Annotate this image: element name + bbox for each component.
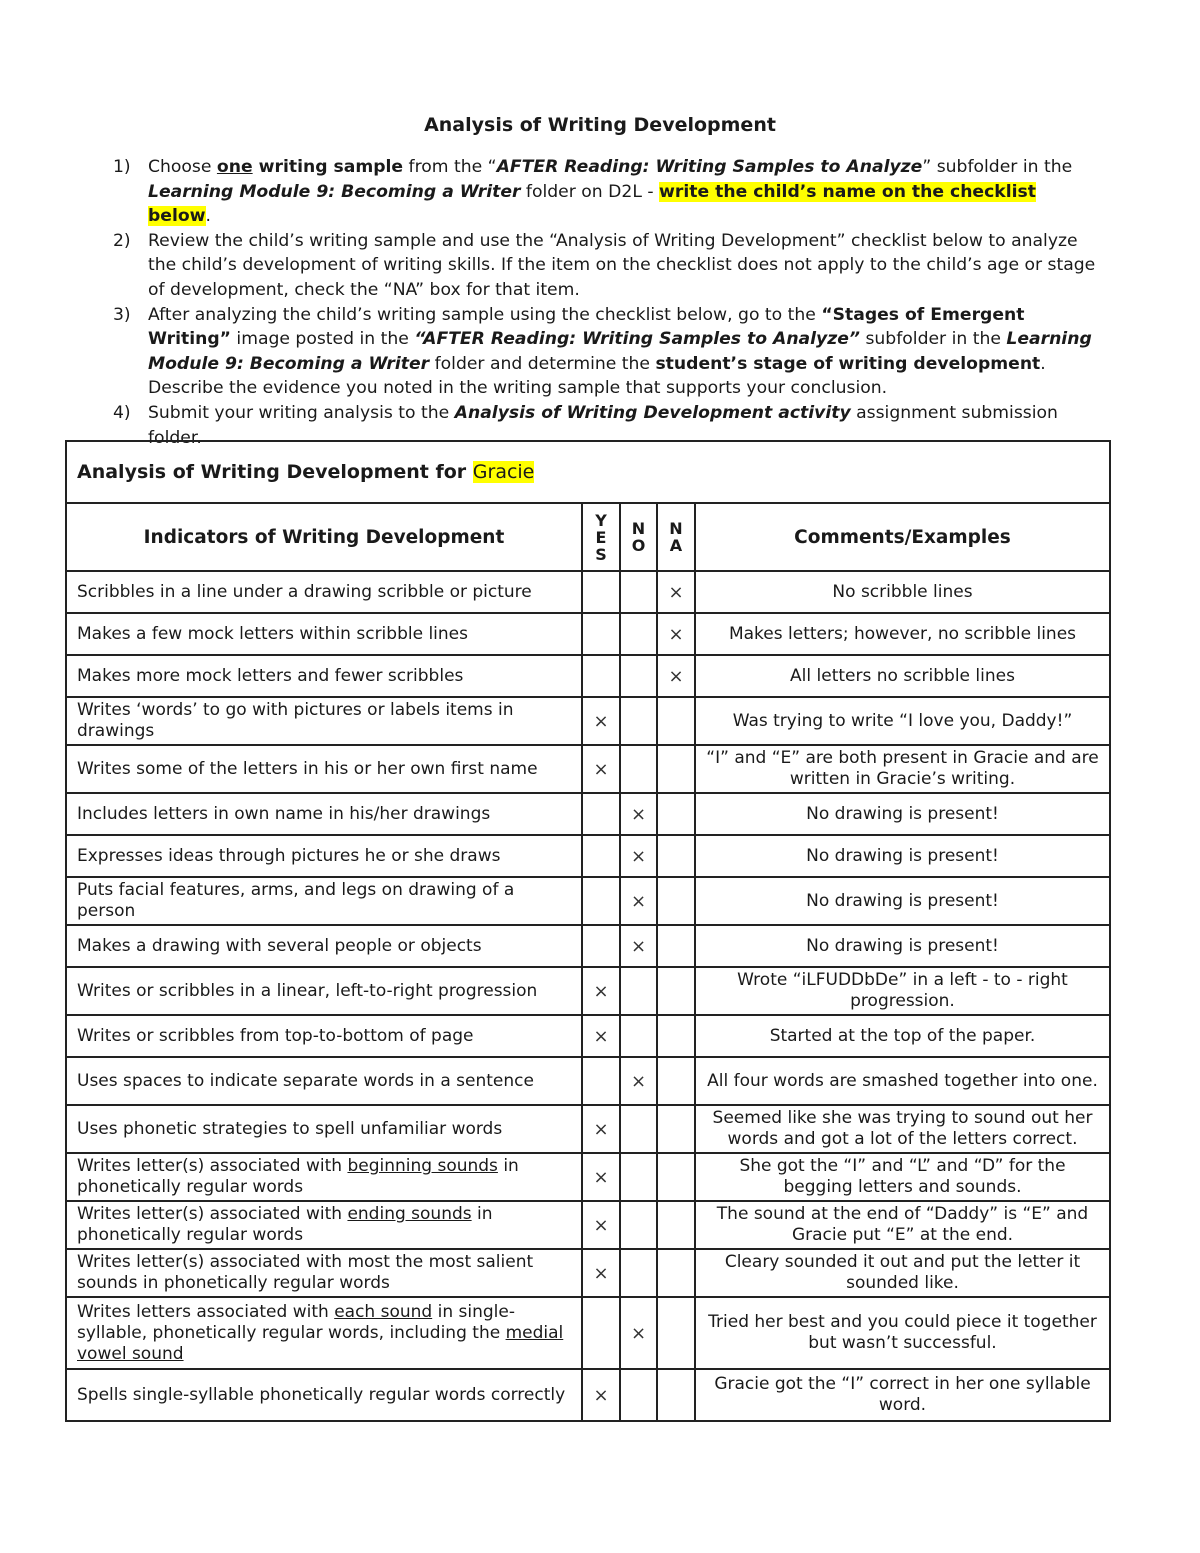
na-checkbox-cell[interactable] [657, 745, 695, 793]
text-run: assignment submission folder. [148, 402, 1058, 448]
table-row [66, 835, 1110, 877]
indicator-text: Writes ‘words’ to go with pictures or labels items in drawings [77, 700, 514, 741]
text-run: Analysis of Writing Development activity [454, 402, 851, 423]
no-checkbox-cell[interactable] [620, 613, 657, 655]
header-letter: N [631, 519, 646, 538]
table-row [66, 793, 1110, 835]
comment-cell: Cleary sounded it out and put the letter it sounded like. [695, 1249, 1110, 1297]
check-mark-icon: × [593, 1384, 609, 1406]
na-checkbox-cell[interactable] [657, 835, 695, 877]
check-mark-icon: × [631, 1070, 647, 1092]
instruction-step-1 [113, 155, 1098, 229]
text-run: one [216, 157, 253, 177]
yes-checkbox-cell[interactable] [582, 925, 620, 967]
indicator-cell [66, 967, 582, 1015]
table-row [66, 1153, 1110, 1201]
na-checkbox-cell[interactable] [657, 571, 695, 613]
comment-cell: All four words are smashed together into one. [695, 1057, 1110, 1105]
indicator-text: Scribbles in a line under a drawing scribble or picture [77, 581, 532, 602]
indicator-text: Puts facial features, arms, and legs on drawing of a person [77, 880, 515, 921]
comment-cell: The sound at the end of “Daddy” is “E” and Gracie put “E” at the end. [695, 1201, 1110, 1249]
indicator-text: Writes letter(s) associated with most the most salient sounds in phonetically regular words [77, 1252, 534, 1293]
yes-header [582, 503, 620, 571]
table-row [66, 877, 1110, 925]
indicator-cell [66, 1201, 582, 1249]
na-header [657, 503, 695, 571]
indicators-header: Indicators of Writing Development [66, 503, 582, 571]
text-run: student’s stage of writing development [655, 353, 1041, 374]
indicator-text: Uses phonetic strategies to spell unfamiliar words [77, 1118, 503, 1139]
yes-checkbox-cell[interactable] [582, 1057, 620, 1105]
yes-checkbox-cell[interactable] [582, 1249, 620, 1297]
check-mark-icon: × [593, 1118, 609, 1140]
instructions-list [113, 155, 1098, 450]
na-checkbox-cell[interactable] [657, 967, 695, 1015]
indicator-text: medial vowel sound [77, 1322, 564, 1364]
no-checkbox-cell[interactable] [620, 1297, 657, 1369]
indicator-text: Writes letters associated with [77, 1301, 335, 1322]
comments-header: Comments/Examples [695, 503, 1110, 571]
header-letter: N [669, 519, 683, 538]
indicator-cell [66, 793, 582, 835]
step-number: 3) [113, 304, 131, 325]
checklist-header-row [66, 503, 1110, 571]
yes-checkbox-cell[interactable] [582, 613, 620, 655]
yes-checkbox-cell[interactable] [582, 967, 620, 1015]
yes-checkbox-cell[interactable] [582, 1015, 620, 1057]
comment-cell: Wrote “iLFUDDbDe” in a left - to - right progression. [695, 967, 1110, 1015]
text-run: folder on D2L - [520, 181, 660, 202]
text-run: image posted in the [230, 329, 415, 350]
no-checkbox-cell[interactable] [620, 1249, 657, 1297]
text-run: . [205, 206, 212, 227]
comment-cell: “I” and “E” are both present in Gracie and are written in Gracie’s writing. [695, 745, 1110, 793]
na-checkbox-cell[interactable] [657, 925, 695, 967]
table-row [66, 571, 1110, 613]
na-checkbox-cell[interactable] [657, 1369, 695, 1421]
indicator-cell [66, 697, 582, 745]
yes-checkbox-cell[interactable] [582, 1201, 620, 1249]
table-row [66, 1297, 1110, 1369]
no-checkbox-cell[interactable] [620, 967, 657, 1015]
header-letter: S [595, 544, 607, 564]
yes-checkbox-cell[interactable] [582, 655, 620, 697]
no-checkbox-cell[interactable] [620, 835, 657, 877]
checklist-heading: Analysis of Writing Development for [77, 461, 473, 483]
no-checkbox-cell[interactable] [620, 1201, 657, 1249]
check-mark-icon: × [631, 890, 647, 912]
child-name: Gracie [472, 461, 535, 483]
indicator-text: Writes some of the letters in his or her own first name [77, 758, 538, 779]
indicator-text: Makes a drawing with several people or objects [77, 935, 482, 956]
step-number: 2) [113, 230, 131, 251]
text-run: ” subfolder in the [922, 157, 1073, 177]
indicator-cell [66, 1297, 582, 1369]
indicator-text: Writes or scribbles in a linear, left-to-right progression [77, 980, 538, 1001]
na-checkbox-cell[interactable] [657, 1153, 695, 1201]
no-checkbox-cell[interactable] [620, 1153, 657, 1201]
no-checkbox-cell[interactable] [620, 1015, 657, 1057]
table-row [66, 1105, 1110, 1153]
indicator-text: each sound [334, 1301, 433, 1322]
table-row [66, 1015, 1110, 1057]
yes-checkbox-cell[interactable] [582, 697, 620, 745]
text-run: “Stages of Emergent Writing” [148, 304, 1025, 350]
table-row [66, 1369, 1110, 1421]
checklist-title [66, 441, 1110, 503]
check-mark-icon: × [593, 1166, 609, 1188]
indicator-cell [66, 1105, 582, 1153]
indicator-text: Includes letters in own name in his/her drawings [77, 803, 491, 824]
no-checkbox-cell[interactable] [620, 571, 657, 613]
table-row [66, 613, 1110, 655]
text-run: writing sample [252, 157, 404, 177]
no-header [620, 503, 657, 571]
indicator-text: in phonetically regular words [77, 1204, 493, 1245]
no-checkbox-cell[interactable] [620, 877, 657, 925]
indicator-cell [66, 1249, 582, 1297]
step-text [148, 155, 1098, 229]
check-mark-icon: × [668, 581, 684, 603]
na-checkbox-cell[interactable] [657, 1015, 695, 1057]
indicator-text: Spells single-syllable phonetically regular words correctly [77, 1384, 566, 1405]
header-letter: O [631, 536, 646, 555]
no-checkbox-cell[interactable] [620, 793, 657, 835]
indicator-text: Makes more mock letters and fewer scribbles [77, 665, 464, 686]
na-checkbox-cell[interactable] [657, 1201, 695, 1249]
indicator-cell [66, 925, 582, 967]
indicator-cell [66, 745, 582, 793]
indicator-cell [66, 1153, 582, 1201]
comment-cell: Started at the top of the paper. [695, 1015, 1110, 1057]
check-mark-icon: × [593, 758, 609, 780]
check-mark-icon: × [631, 1322, 647, 1344]
yes-checkbox-cell[interactable] [582, 1297, 620, 1369]
step-text: Review the child’s writing sample and use the “Analysis of Writing Development” checklist below to analyze the child’s development of writing skills. If the item on the checklist does not apply to the child’s age or stage of development, check the “NA” box for that item. [148, 230, 1096, 300]
na-checkbox-cell[interactable] [657, 877, 695, 925]
indicator-text: beginning sounds [347, 1156, 498, 1176]
table-row [66, 745, 1110, 793]
comment-cell: No drawing is present! [695, 877, 1110, 925]
yes-checkbox-cell[interactable] [582, 793, 620, 835]
check-mark-icon: × [593, 1262, 609, 1284]
text-run: Choose [148, 157, 217, 177]
highlighted-instruction: write the child’s name on the checklist below [148, 181, 1036, 227]
indicator-text: Makes a few mock letters within scribble lines [77, 623, 468, 644]
indicator-cell [66, 613, 582, 655]
indicator-text: in phonetically regular words [77, 1156, 519, 1197]
check-mark-icon: × [631, 803, 647, 825]
comment-cell: No scribble lines [695, 571, 1110, 613]
comment-cell: No drawing is present! [695, 835, 1110, 877]
check-mark-icon: × [668, 623, 684, 645]
page-title: Analysis of Writing Development [424, 114, 776, 136]
step-number: 4) [113, 402, 131, 423]
indicator-text: ending sounds [347, 1204, 472, 1224]
indicator-cell [66, 1369, 582, 1421]
header-letter: E [595, 527, 607, 547]
table-row [66, 925, 1110, 967]
text-run: Learning Module 9: Becoming a Writer [148, 181, 521, 202]
check-mark-icon: × [631, 935, 647, 957]
check-mark-icon: × [593, 1025, 609, 1047]
no-checkbox-cell[interactable] [620, 745, 657, 793]
indicator-text: in single-syllable, phonetically regular words, including the [77, 1301, 515, 1343]
yes-checkbox-cell[interactable] [582, 745, 620, 793]
no-checkbox-cell[interactable] [620, 1105, 657, 1153]
indicator-cell [66, 571, 582, 613]
na-checkbox-cell[interactable] [657, 1249, 695, 1297]
step-text [148, 303, 1098, 401]
yes-checkbox-cell[interactable] [582, 877, 620, 925]
comment-cell: Seemed like she was trying to sound out her words and got a lot of the letters correct. [695, 1105, 1110, 1153]
table-row [66, 967, 1110, 1015]
na-checkbox-cell[interactable] [657, 1297, 695, 1369]
no-checkbox-cell[interactable] [620, 1369, 657, 1421]
comment-cell: Was trying to write “I love you, Daddy!” [695, 697, 1110, 745]
indicator-cell [66, 1057, 582, 1105]
no-checkbox-cell[interactable] [620, 655, 657, 697]
instruction-step-2 [113, 229, 1098, 303]
na-checkbox-cell[interactable] [657, 1105, 695, 1153]
na-checkbox-cell[interactable] [657, 613, 695, 655]
na-checkbox-cell[interactable] [657, 793, 695, 835]
yes-checkbox-cell[interactable] [582, 571, 620, 613]
text-run: After analyzing the child’s writing sample using the checklist below, go to the [148, 304, 822, 325]
na-checkbox-cell[interactable] [657, 697, 695, 745]
table-row [66, 655, 1110, 697]
text-run: folder and determine the [429, 353, 656, 374]
indicator-cell [66, 877, 582, 925]
indicator-text: Writes letter(s) associated with [77, 1204, 348, 1224]
check-mark-icon: × [593, 1214, 609, 1236]
comment-cell: No drawing is present! [695, 925, 1110, 967]
indicator-text: Uses spaces to indicate separate words in a sentence [77, 1070, 534, 1091]
checklist-title-row [66, 441, 1110, 503]
text-run: AFTER Reading: Writing Samples to Analyze [496, 157, 923, 177]
text-run: from the “ [403, 157, 497, 177]
yes-checkbox-cell[interactable] [582, 1369, 620, 1421]
writing-checklist-table [65, 440, 1111, 1422]
header-letter: Y [595, 510, 607, 530]
comment-cell: She got the “I” and “L” and “D” for the begging letters and sounds. [695, 1153, 1110, 1201]
comment-cell: Gracie got the “I” correct in her one syllable word. [695, 1369, 1110, 1421]
na-checkbox-cell[interactable] [657, 655, 695, 697]
text-run: “AFTER Reading: Writing Samples to Analyze” [414, 329, 860, 350]
comment-cell: All letters no scribble lines [695, 655, 1110, 697]
check-mark-icon: × [631, 845, 647, 867]
yes-checkbox-cell[interactable] [582, 835, 620, 877]
text-run: subfolder in the [860, 329, 1007, 350]
yes-checkbox-cell[interactable] [582, 1153, 620, 1201]
text-run: Learning Module 9: Becoming a Writer [148, 329, 1092, 374]
text-run: . Describe the evidence you noted in the writing sample that supports your conclusion. [148, 353, 1046, 399]
indicator-cell [66, 835, 582, 877]
indicator-text: Writes or scribbles from top-to-bottom of page [77, 1025, 474, 1046]
header-letter: A [669, 536, 683, 555]
indicator-cell [66, 655, 582, 697]
comment-cell: Makes letters; however, no scribble lines [695, 613, 1110, 655]
check-mark-icon: × [593, 710, 609, 732]
check-mark-icon: × [593, 980, 609, 1002]
table-row [66, 1057, 1110, 1105]
indicator-cell [66, 1015, 582, 1057]
no-checkbox-cell[interactable] [620, 697, 657, 745]
no-checkbox-cell[interactable] [620, 925, 657, 967]
na-checkbox-cell[interactable] [657, 1057, 695, 1105]
yes-checkbox-cell[interactable] [582, 1105, 620, 1153]
no-checkbox-cell[interactable] [620, 1057, 657, 1105]
indicator-text: Expresses ideas through pictures he or she draws [77, 845, 501, 866]
text-run: Submit your writing analysis to the [148, 402, 455, 423]
table-row [66, 697, 1110, 745]
table-row [66, 1201, 1110, 1249]
table-row [66, 1249, 1110, 1297]
indicator-text: Writes letter(s) associated with [77, 1156, 348, 1176]
check-mark-icon: × [668, 665, 684, 687]
step-number: 1) [113, 157, 131, 177]
comment-cell: Tried her best and you could piece it together but wasn’t successful. [695, 1297, 1110, 1369]
comment-cell: No drawing is present! [695, 793, 1110, 835]
instruction-step-3 [113, 303, 1098, 401]
